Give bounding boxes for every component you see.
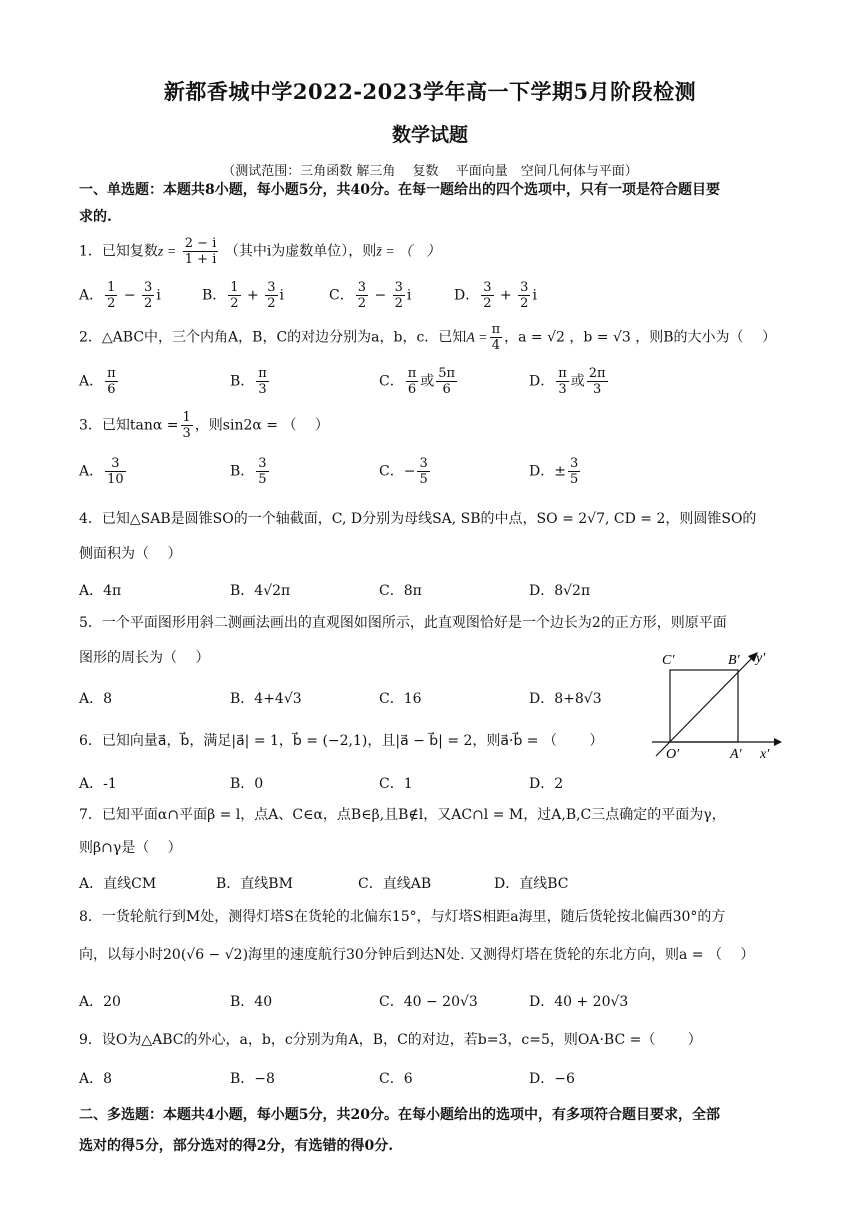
question-7-stem-cont: 则β∩γ是（ ） <box>79 840 182 856</box>
q9-option-c: C．6 <box>379 1071 413 1087</box>
q3-option-a: A． $\frac{3}{10}$ <box>79 456 124 487</box>
label-a-prime: A′ <box>730 747 742 760</box>
q6-option-c: C．1 <box>379 776 413 792</box>
question-5-stem-cont: 图形的周长为（ ） <box>79 650 210 666</box>
q1-fraction: $\frac{2 - i}{1 + i}$ <box>184 236 217 267</box>
q8-option-c: C．40 − 20√3 <box>379 994 478 1010</box>
question-1-stem: 1．已知复数z = $\frac{2 - i}{1 + i}$ （其中i为虚数单位），则z̄ = （ ） <box>79 236 441 267</box>
q5-option-a: A．8 <box>79 691 113 707</box>
question-8-stem-cont: 向，以每小时20(√6 − √2)海里的速度航行30分钟后到达N处. 又测得灯塔在货轮的东北方向，则a = （ ） <box>79 947 755 963</box>
question-9-stem: 9．设O为△ABC的外心，a，b，c分别为角A，B，C的对边，若b=3，c=5，则OA·BC =（ ） <box>79 1032 702 1048</box>
q3-option-b: B． $\frac{3}{5}$ <box>230 456 267 487</box>
question-7-stem: 7．已知平面α∩平面β = l，点A、C∈α，点B∈β,且B∉l，又AC∩l = M，过A,B,C三点确定的平面为γ， <box>79 807 726 823</box>
q5-option-c: C．16 <box>379 691 422 707</box>
question-2-stem: 2．△ABC中，三个内角A，B，C的对边分别为a，b，c．已知A = $\frac{\pi}{4}$ ，a = √2 ，b = √3 ，则B的大小为（ ） <box>79 322 776 353</box>
q3-option-c: C．− $\frac{3}{5}$ <box>379 456 428 487</box>
q4-option-b: B．4√2π <box>230 583 291 599</box>
q2-option-d: D． $\frac{\pi}{3}$ 或 $\frac{2\pi}{3}$ <box>529 366 606 397</box>
label-b-prime: B′ <box>728 653 740 668</box>
q4-option-a: A．4π <box>79 583 122 599</box>
exam-subtitle: 数学试题 <box>391 124 468 146</box>
question-4-stem-cont: 侧面积为（ ） <box>79 546 182 562</box>
q9-option-b: B．−8 <box>230 1071 275 1087</box>
q9-option-d: D．−6 <box>529 1071 575 1087</box>
q1-option-a: A． $\frac{1}{2}$ − $\frac{3}{2}$ i <box>79 280 161 311</box>
q5-option-b: B．4+4√3 <box>230 691 302 707</box>
exam-scope: （测试范围：三角函数 解三角 复数 平面向量 空间几何体与平面） <box>222 164 638 179</box>
q2-option-a: A． $\frac{\pi}{6}$ <box>79 366 116 397</box>
question-5-stem: 5．一个平面图形用斜二测画法画出的直观图如图所示，此直观图恰好是一个边长为2的正方形，则原平面 <box>79 615 727 631</box>
question-6-stem: 6．已知向量a⃗，b⃗，满足|a⃗| = 1，b⃗ = (−2,1)，且|a⃗ − b⃗| = 2，则a⃗·b⃗ = （ ） <box>79 733 604 749</box>
exam-title: 新都香城中学2022-2023学年高一下学期5月阶段检测 <box>163 79 697 104</box>
q6-option-d: D．2 <box>529 776 564 792</box>
label-o-prime: O′ <box>666 747 680 760</box>
q2-option-b: B． $\frac{\pi}{3}$ <box>230 366 267 397</box>
q3-option-d: D．± $\frac{3}{5}$ <box>529 456 579 487</box>
question-4-stem: 4．已知△SAB是圆锥SO的一个轴截面，C, D分别为母线SA, SB的中点，SO = 2√7, CD = 2，则圆锥SO的 <box>79 511 757 527</box>
q7-option-a: A．直线CM <box>79 876 157 892</box>
section2-heading-cont: 选对的得5分，部分选对的得2分，有选错的得0分. <box>79 1138 394 1154</box>
section1-heading-cont: 求的. <box>79 209 112 225</box>
q1-option-d: D． $\frac{3}{2}$ + $\frac{3}{2}$ i <box>454 280 537 311</box>
question-8-stem: 8．一货轮航行到M处，测得灯塔S在货轮的北偏东15°，与灯塔S相距a海里，随后货轮按北偏西30°的方 <box>79 909 726 925</box>
q8-option-b: B．40 <box>230 994 273 1010</box>
q1-option-b: B． $\frac{1}{2}$ + $\frac{3}{2}$ i <box>202 280 284 311</box>
q8-option-d: D．40 + 20√3 <box>529 994 629 1010</box>
q1-option-c: C． $\frac{3}{2}$ − $\frac{3}{2}$ i <box>329 280 412 311</box>
q4-option-d: D．8√2π <box>529 583 591 599</box>
q8-option-a: A．20 <box>79 994 121 1010</box>
section2-heading: 二、多选题：本题共4小题，每小题5分，共20分。在每小题给出的选项中，有多项符合题目要求，全部 <box>79 1107 720 1123</box>
q9-option-a: A．8 <box>79 1071 113 1087</box>
label-c-prime: C′ <box>662 653 675 668</box>
label-x-prime: x′ <box>760 747 770 760</box>
label-y-prime: y′ <box>756 651 766 666</box>
q2-option-c: C． $\frac{\pi}{6}$ 或 $\frac{5\pi}{6}$ <box>379 366 456 397</box>
q7-option-d: D．直线BC <box>494 876 569 892</box>
question-3-stem: 3．已知tanα = $\frac{1}{3}$ ，则sin2α = （ ） <box>79 410 329 441</box>
q4-option-c: C．8π <box>379 583 422 599</box>
q5-option-d: D．8+8√3 <box>529 691 602 707</box>
q7-option-c: C．直线AB <box>358 876 432 892</box>
q6-option-a: A．-1 <box>79 776 117 792</box>
section1-heading: 一、单选题：本题共8小题，每小题5分，共40分。在每一题给出的四个选项中，只有一项是符合题目要 <box>79 182 720 198</box>
q7-option-b: B．直线BM <box>216 876 293 892</box>
q6-option-b: B．0 <box>230 776 264 792</box>
